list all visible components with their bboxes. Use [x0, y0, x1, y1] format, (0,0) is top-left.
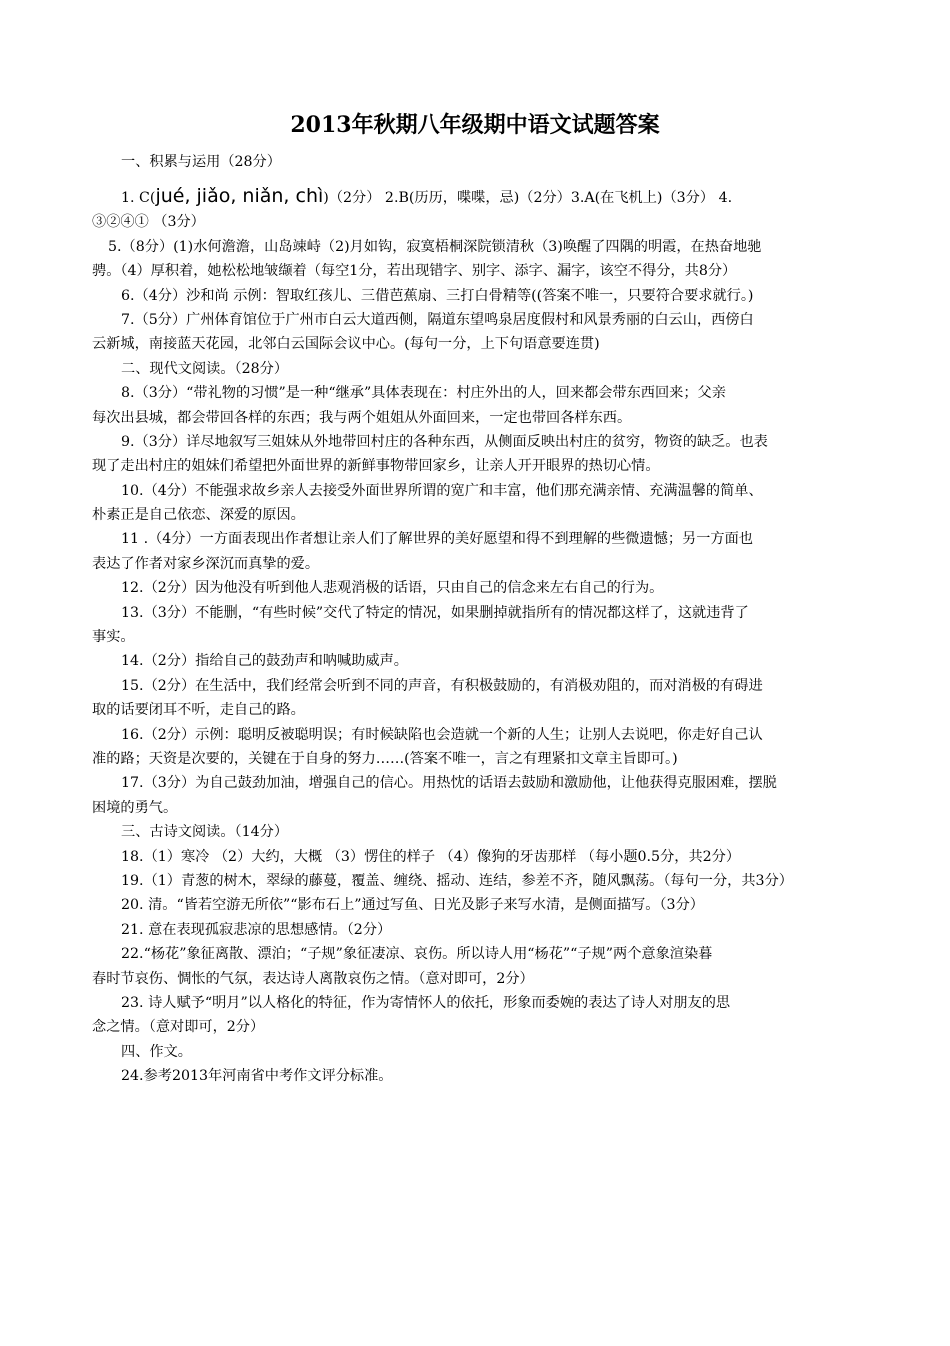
answer-q22-line2: 春时节哀伤、惆怅的气氛，表达诗人离散哀伤之情。（意对即可，2分）: [92, 970, 534, 987]
section-heading-4: 四、作文。: [121, 1043, 192, 1060]
answer-q14: 14.（2分）指给自己的鼓劲声和呐喊助威声。: [121, 653, 408, 670]
answer-q7-line1: 7.（5分）广州体育馆位于广州市白云大道西侧，隔道东望鸣泉居度假村和风景秀丽的白云山，西傍白: [121, 311, 754, 328]
answer-q5-line2: 骋。（4）厚积着，她松松地皱缬着（每空1分，若出现错字、别字、添字、漏字，该空不得分，共8分）: [92, 263, 737, 280]
answer-q12: 12.（2分）因为他没有听到他人悲观消极的话语，只由自己的信念来左右自己的行为。: [121, 580, 664, 597]
q1-prefix: 1. C(: [121, 190, 156, 207]
answer-q8-line1: 8.（3分）“带礼物的习惯”是一种“继承”具体表现在：村庄外出的人，回来都会带东西回来；父亲: [121, 385, 726, 402]
answer-q11-line1: 11 .（4分）一方面表现出作者想让亲人们了解世界的美好愿望和得不到理解的些微遗憾；另一方面也: [121, 531, 753, 548]
answer-q15-line2: 取的话要闭耳不听，走自己的路。: [92, 702, 305, 719]
answer-q5-line1: 5.（8分）(1)水何澹澹，山岛竦峙（2)月如钩，寂寞梧桐深院锁清秋（3)唤醒了四隅的明霞，在热奋地驰: [108, 238, 762, 255]
answer-q15-line1: 15.（2分）在生活中，我们经常会听到不同的声音，有积极鼓励的，有消极劝阻的，而对消极的有碍进: [121, 677, 763, 694]
answer-q1-4: [92, 174, 862, 210]
answer-q13-line1: 13.（3分）不能删，“有些时候”交代了特定的情况，如果删掉就指所有的情况都这样了，这就违背了: [121, 604, 749, 621]
q1-pinyin: jué, jiǎo, niǎn, chì: [155, 185, 324, 208]
answer-q7-line2: 云新城，南接蓝天花园，北邻白云国际会议中心。(每句一分，上下句语意要连贯): [92, 336, 600, 353]
answer-q20: 20. 清。“皆若空游无所依”“影布石上”通过写鱼、日光及影子来写水清，是侧面描写。（3分）: [121, 897, 704, 914]
answer-q23-line1: 23. 诗人赋予“明月”以人格化的特征，作为寄情怀人的依托，形象而委婉的表达了诗人对朋友的思: [121, 994, 731, 1011]
answer-q9-line1: 9.（3分）详尽地叙写三姐妹从外地带回村庄的各种东西，从侧面反映出村庄的贫穷，物资的缺乏。也表: [121, 433, 768, 450]
answer-q8-line2: 每次出县城，都会带回各样的东西；我与两个姐姐从外面回来，一定也带回各样东西。: [92, 409, 632, 426]
answer-q9-line2: 现了走出村庄的姐妹们希望把外面世界的新鲜事物带回家乡，让亲人开开眼界的热切心情。: [92, 458, 660, 475]
answer-q17-line1: 17.（3分）为自己鼓劲加油，增强自己的信心。用热忱的话语去鼓励和激励他，让他获得克服困难，摆脱: [121, 775, 777, 792]
answer-content: [92, 150, 862, 1088]
answer-q23-line2: 念之情。（意对即可，2分）: [92, 1019, 265, 1036]
answer-q16-line1: 16.（2分）示例：聪明反被聪明误；有时候缺陷也会造就一个新的人生；让别人去说吧，你走好自己认: [121, 726, 763, 743]
answer-q21: 21. 意在表现孤寂悲凉的思想感情。（2分）: [121, 921, 392, 938]
answer-q10-line2: 朴素正是自己依恋、深爱的原因。: [92, 507, 305, 524]
section-heading-3: 三、古诗文阅读。（14分）: [121, 824, 289, 841]
answer-q24: 24.参考2013年河南省中考作文评分标准。: [121, 1068, 393, 1085]
answer-q4-order: ③②④① （3分）: [92, 214, 205, 231]
answer-q18: 18.（1）寒冷 （2）大约，大概 （3）愣住的样子 （4）像狗的牙齿那样 （每小题0.5分，共2分）: [121, 848, 741, 865]
answer-q17-line2: 困境的勇气。: [92, 799, 178, 816]
q1-rest: )（2分） 2.B(历历，喋喋，忌)（2分）3.A(在飞机上)（3分） 4.: [323, 190, 733, 207]
answer-q10-line1: 10.（4分）不能强求故乡亲人去接受外面世界所谓的宽广和丰富，他们那充满亲情、充满温馨的简单、: [121, 482, 763, 499]
section-heading-1: 一、积累与运用（28分）: [121, 154, 281, 170]
answer-q11-line2: 表达了作者对家乡深沉而真挚的爱。: [92, 555, 320, 572]
answer-q6: 6.（4分）沙和尚 示例：智取红孩儿、三借芭蕉扇、三打白骨精等((答案不唯一，只要符合要求就行。): [121, 287, 754, 304]
section-heading-2: 二、现代文阅读。（28分）: [121, 360, 289, 377]
answer-q13-line2: 事实。: [92, 629, 135, 646]
document-title: 2013年秋期八年级期中语文试题答案: [290, 112, 660, 138]
answer-q22-line1: 22.“杨花”象征离散、漂泊；“子规”象征凄凉、哀伤。所以诗人用“杨花”“子规”两个意象渲染暮: [121, 946, 713, 963]
answer-q19: 19.（1）青葱的树木，翠绿的藤蔓，覆盖、缠绕、摇动、连结，参差不齐，随风飘荡。（每句一分，共3分）: [121, 872, 793, 889]
answer-q16-line2: 准的路；天资是次要的，关键在于自身的努力……(答案不唯一，言之有理紧扣文章主旨即可。): [92, 750, 678, 767]
